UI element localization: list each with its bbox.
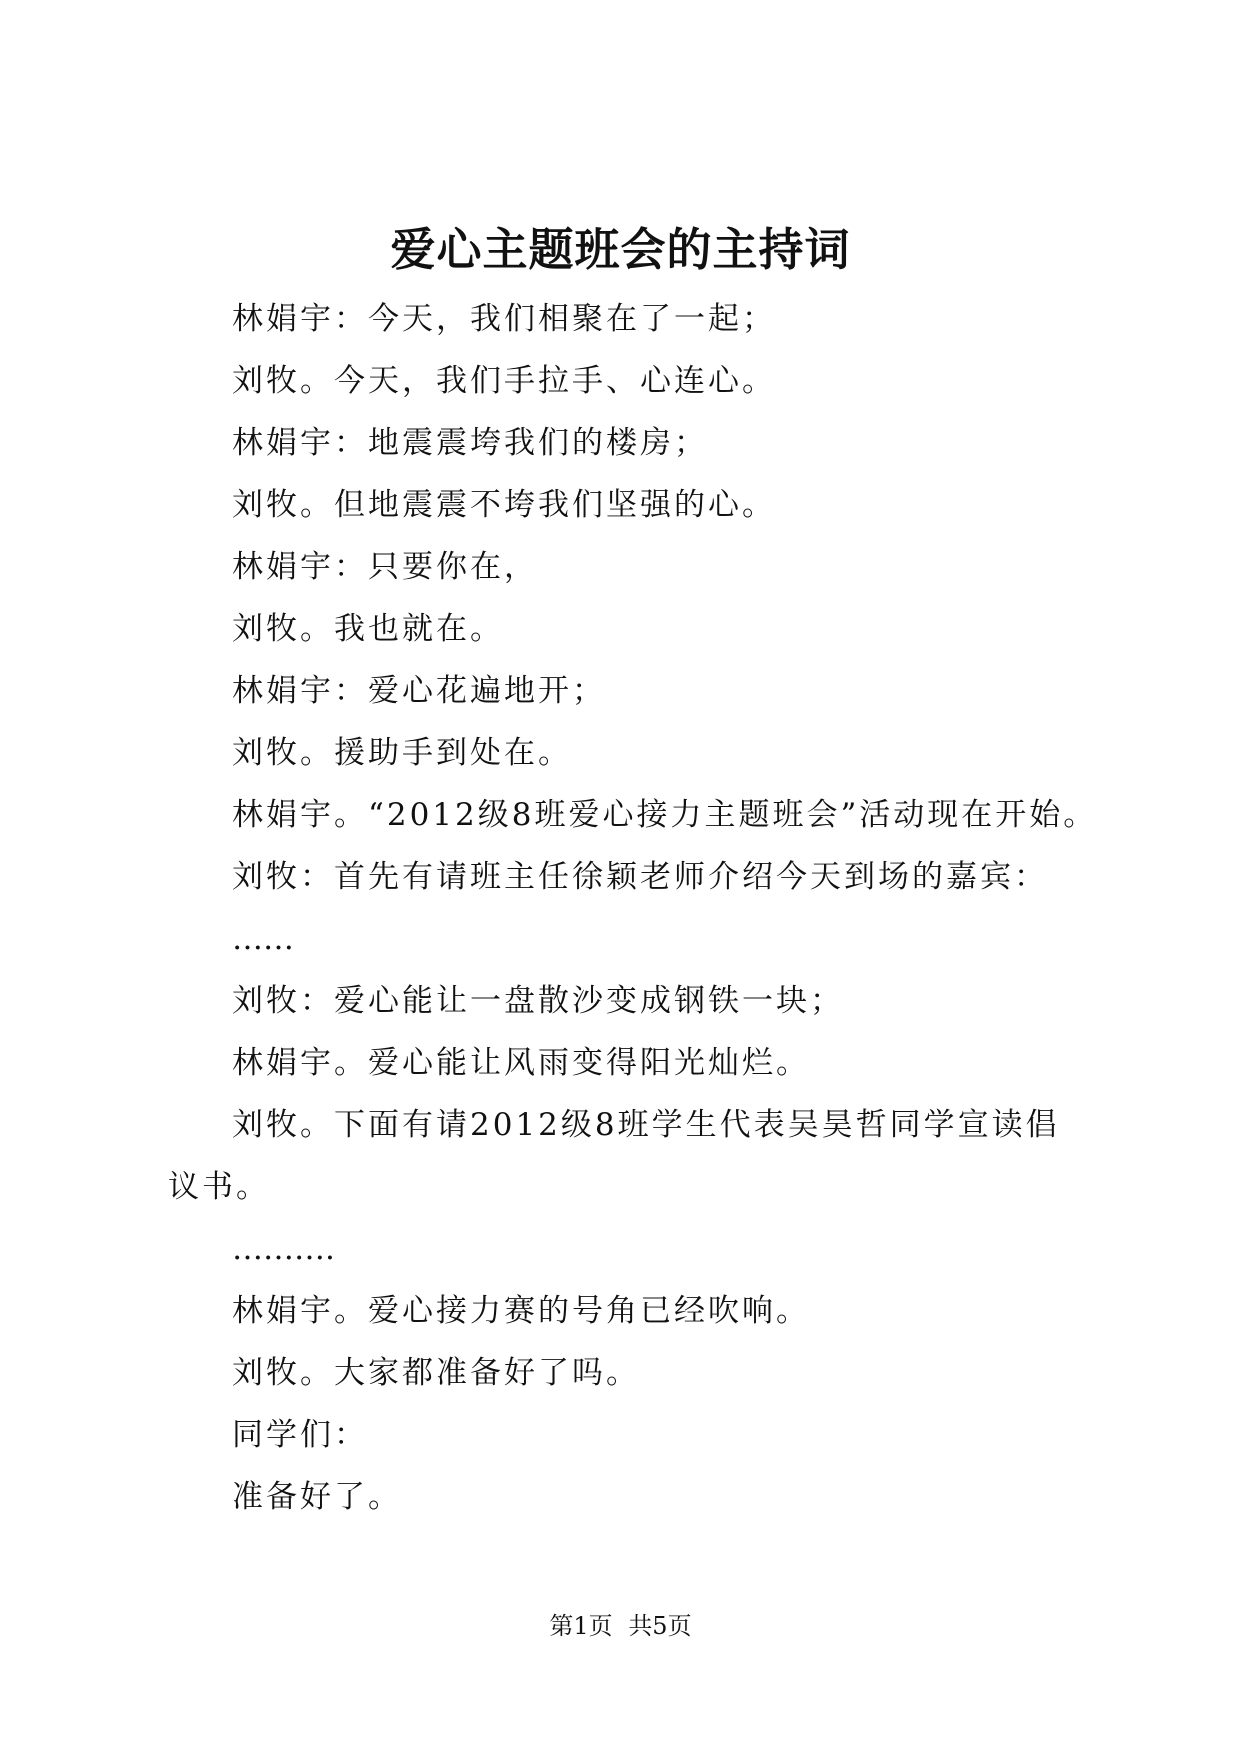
paragraph: 林娟宇：今天，我们相聚在了一起； — [232, 301, 776, 337]
paragraph: 刘牧。大家都准备好了吗。 — [232, 1355, 640, 1391]
paragraph: 刘牧。我也就在。 — [232, 611, 504, 647]
ellipsis-paragraph: …… — [232, 921, 294, 957]
paragraph: 刘牧。今天，我们手拉手、心连心。 — [232, 363, 776, 399]
paragraph: 刘牧：爱心能让一盘散沙变成钢铁一块； — [232, 983, 844, 1019]
paragraph: 刘牧。援助手到处在。 — [232, 735, 572, 771]
paragraph: 林娟宇：只要你在， — [232, 549, 538, 585]
paragraph: 林娟宇。“2012级8班爱心接力主题班会”活动现在开始。 — [232, 797, 1098, 833]
paragraph: 林娟宇。爱心能让风雨变得阳光灿烂。 — [232, 1045, 810, 1081]
paragraph: 林娟宇。爱心接力赛的号角已经吹响。 — [232, 1293, 810, 1329]
paragraph-wrapped: 刘牧。下面有请2012级8班学生代表吴昊哲同学宣读倡议书。 — [168, 1107, 1060, 1205]
document-body — [168, 288, 1098, 1528]
page-footer — [0, 1611, 1241, 1641]
paragraph: 林娟宇：爱心花遍地开； — [232, 673, 606, 709]
paragraph: 准备好了。 — [232, 1479, 402, 1515]
paragraph: 林娟宇：地震震垮我们的楼房； — [232, 425, 708, 461]
paragraph: 刘牧：首先有请班主任徐颖老师介绍今天到场的嘉宾： — [232, 859, 1048, 895]
paragraph: 刘牧。但地震震不垮我们坚强的心。 — [232, 487, 776, 523]
page-total: 共5页 — [628, 1612, 692, 1640]
page-number: 第1页 — [549, 1612, 613, 1640]
ellipsis-paragraph: ………. — [232, 1231, 335, 1267]
paragraph: 同学们： — [232, 1417, 368, 1453]
document-title: 爱心主题班会的主持词 — [390, 223, 851, 276]
